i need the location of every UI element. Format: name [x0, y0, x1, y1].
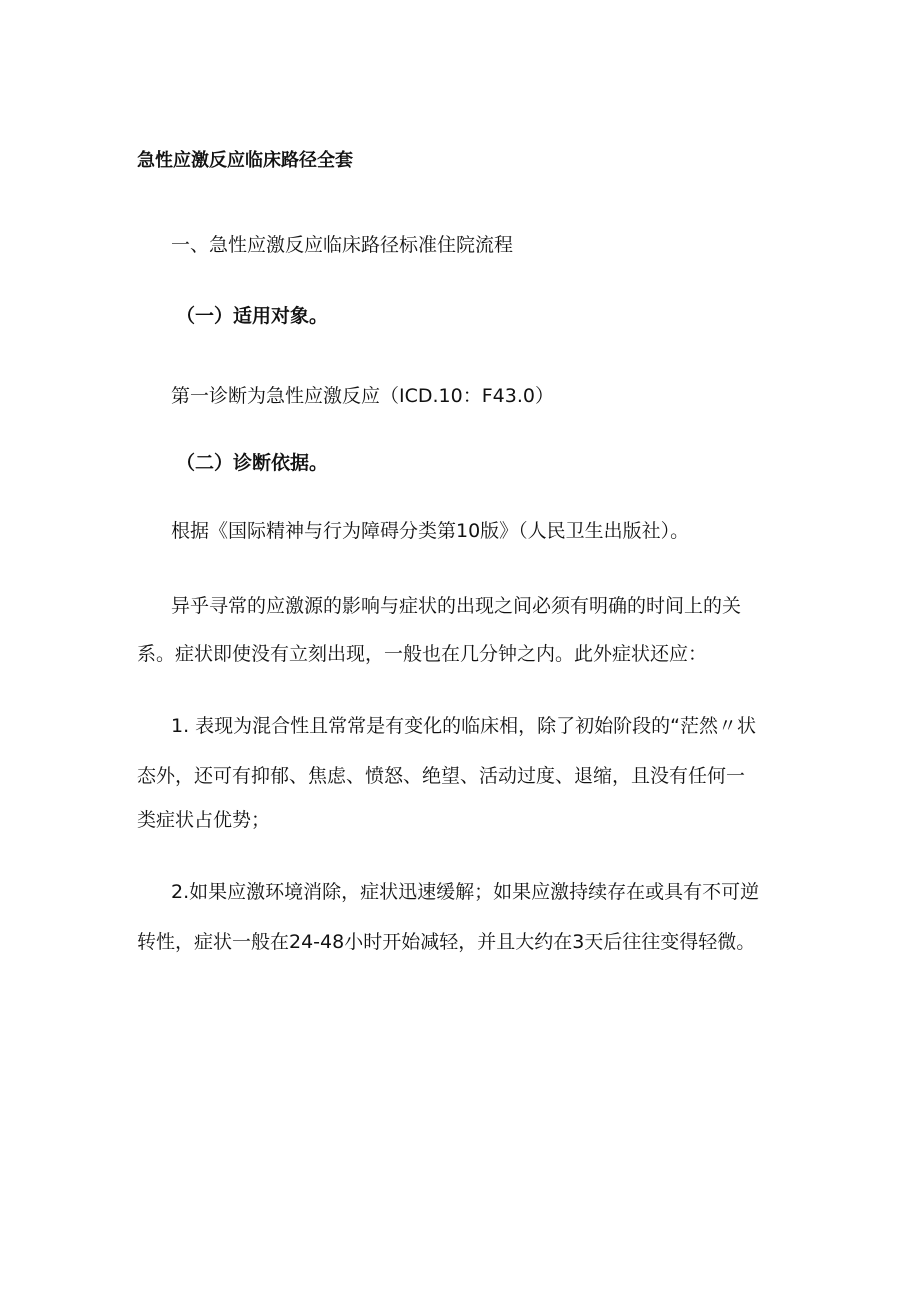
list-item-line: 1. 表现为混合性且常常是有变化的临床相，除了初始阶段的“茫然〃状 [171, 715, 757, 737]
paragraph-line: 系。症状即使没有立刻出现，一般也在几分钟之内。此外症状还应： [137, 643, 708, 665]
section-heading: 一、急性应激反应临床路径标准住院流程 [171, 234, 514, 256]
reference-text: 根据《国际精神与行为障碍分类第10版》（人民卫生出版社）。 [171, 520, 690, 542]
list-item-line: 态外，还可有抑郁、焦虑、愤怒、绝望、活动过度、退缩，且没有任何一 [137, 765, 746, 787]
subsection-heading-basis: （二）诊断依据。 [176, 452, 329, 474]
list-item-line: 2.如果应激环境消除，症状迅速缓解；如果应激持续存在或具有不可逆 [171, 881, 760, 903]
paragraph-line: 异乎寻常的应激源的影响与症状的出现之间必须有明确的时间上的关 [171, 595, 742, 617]
list-item-line: 类症状占优势； [137, 809, 271, 831]
list-item-line: 转性，症状一般在24-48小时开始减轻，并且大约在3天后往往变得轻微。 [137, 931, 756, 953]
diagnosis-code-text: 第一诊断为急性应激反应（ICD.10：F43.0） [171, 385, 554, 407]
subsection-heading-target: （一）适用对象。 [176, 305, 329, 327]
document-title: 急性应激反应临床路径全套 [137, 150, 353, 171]
